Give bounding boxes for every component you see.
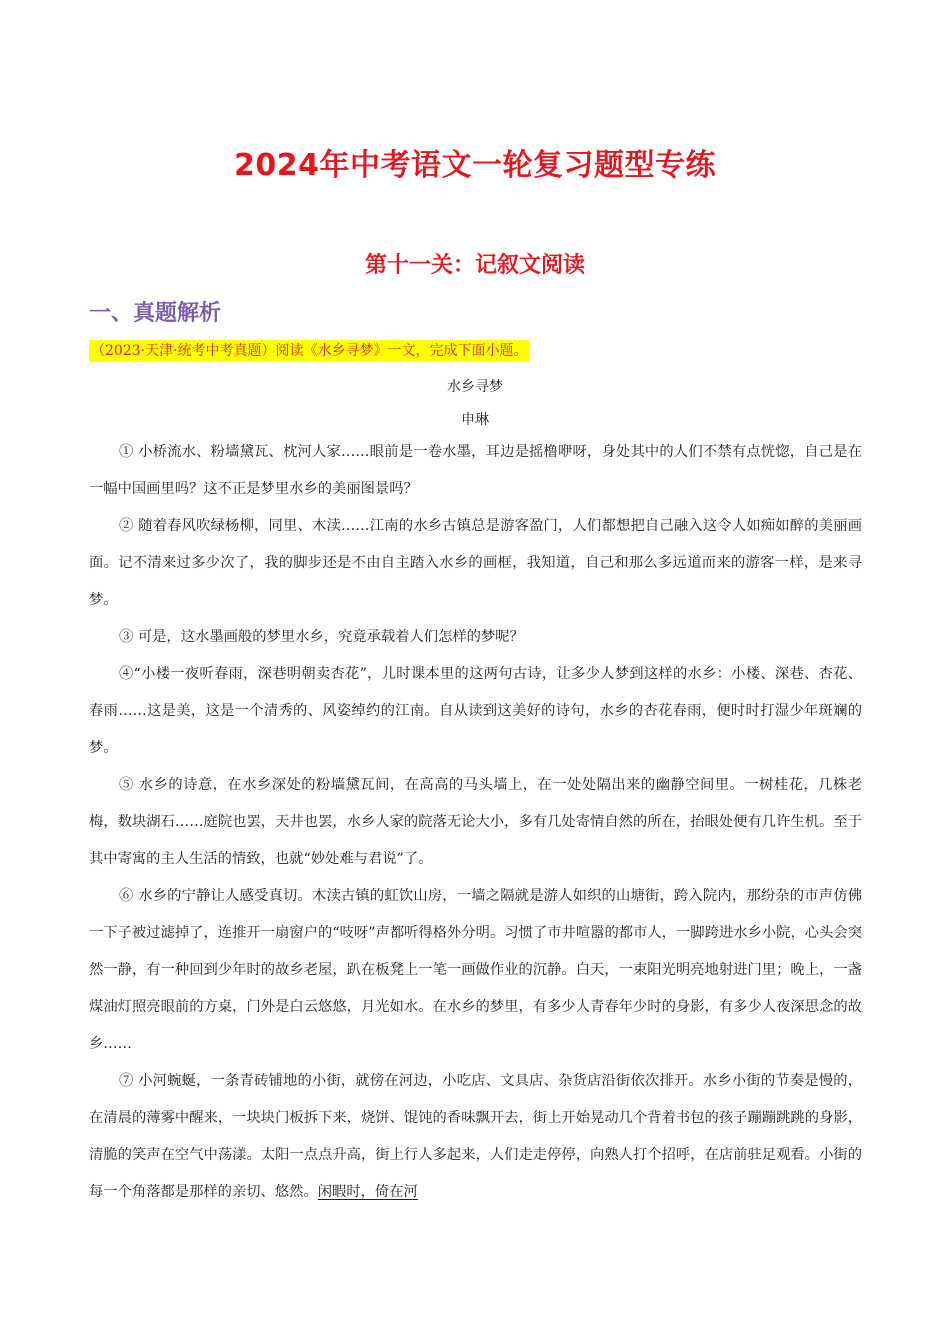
section-heading: 一、真题解析	[89, 301, 222, 326]
sub-title: 第十一关：记叙文阅读	[364, 253, 585, 278]
paragraph-7	[89, 1063, 862, 1211]
source-line: （2023·天津·统考中考真题）阅读《水乡寻梦》一文，完成下面小题。	[89, 340, 530, 362]
paragraph-7-text: ⑦ 小河蜿蜒，一条青砖铺地的小街，就傍在河边，小吃店、文具店、杂货店沿街依次排开。水乡小街的节奏是慢的，在清晨的薄雾中醒来，一块块门板拆下来，烧饼、馄饨的香味飘开去，街上开始晃动几个背着书包的孩子蹦蹦跳跳的身影，清脆的笑声在空气中荡漾。太阳一点点升高，街上行人多起来，人们走走停停，向熟人打个招呼，在店前驻足观看。小街的每一个角落都是那样的亲切、悠然。	[89, 1073, 862, 1200]
paragraph-4: ④“小楼一夜听春雨，深巷明朝卖杏花”，儿时课本里的这两句古诗，让多少人梦到这样的水乡：小楼、深巷、杏花、春雨……这是美，这是一个清秀的、风姿绰约的江南。自从读到这美好的诗句，水乡的杏花春雨，便时时打湿少年斑斓的梦。	[89, 666, 862, 756]
paragraph-5: ⑤ 水乡的诗意，在水乡深处的粉墙黛瓦间，在高高的马头墙上，在一处处隔出来的幽静空间里。一树桂花，几株老梅，数块湖石……庭院也罢，天井也罢，水乡人家的院落无论大小，多有几处寄情自然的所在，抬眼处便有几许生机。至于其中寄寓的主人生活的情致，也就“妙处难与君说”了。	[89, 777, 862, 867]
paragraph-1: ① 小桥流水、粉墙黛瓦、枕河人家……眼前是一卷水墨，耳边是摇橹咿呀，身处其中的人们不禁有点恍惚，自己是在一幅中国画里吗？这不正是梦里水乡的美丽图景吗？	[89, 444, 862, 497]
article-author: 申琳	[461, 412, 489, 428]
paragraph-3: ③ 可是，这水墨画般的梦里水乡，究竟承载着人们怎样的梦呢？	[119, 629, 524, 645]
article-body	[89, 434, 862, 1211]
paragraph-6: ⑥ 水乡的宁静让人感受真切。木渎古镇的虹饮山房，一墙之隔就是游人如织的山塘街，跨入院内，那纷杂的市声仿佛一下子被过滤掉了，连推开一扇窗户的“吱呀”声都听得格外分明。习惯了市井喧嚣的都市人，一脚跨进水乡小院，心头会突然一静，有一种回到少年时的故乡老屋，趴在板凳上一笔一画做作业的沉静。白天，一束阳光明亮地射进门里；晚上，一盏煤油灯照亮眼前的方桌，门外是白云悠悠，月光如水。在水乡的梦里，有多少人青春年少时的身影，有多少人夜深思念的故乡……	[89, 888, 862, 1052]
underlined-sentence: 闲暇时，倚在河	[317, 1184, 418, 1200]
paragraph-2: ② 随着春风吹绿杨柳，同里、木渎……江南的水乡古镇总是游客盈门，人们都想把自己融入这令人如痴如醉的美丽画面。记不清来过多少次了，我的脚步还是不由自主踏入水乡的画框，我知道，自己和那么多远道而来的游客一样，是来寻梦。	[89, 518, 862, 608]
article-title: 水乡寻梦	[447, 379, 503, 395]
main-title: 2024年中考语文一轮复习题型专练	[234, 148, 716, 183]
